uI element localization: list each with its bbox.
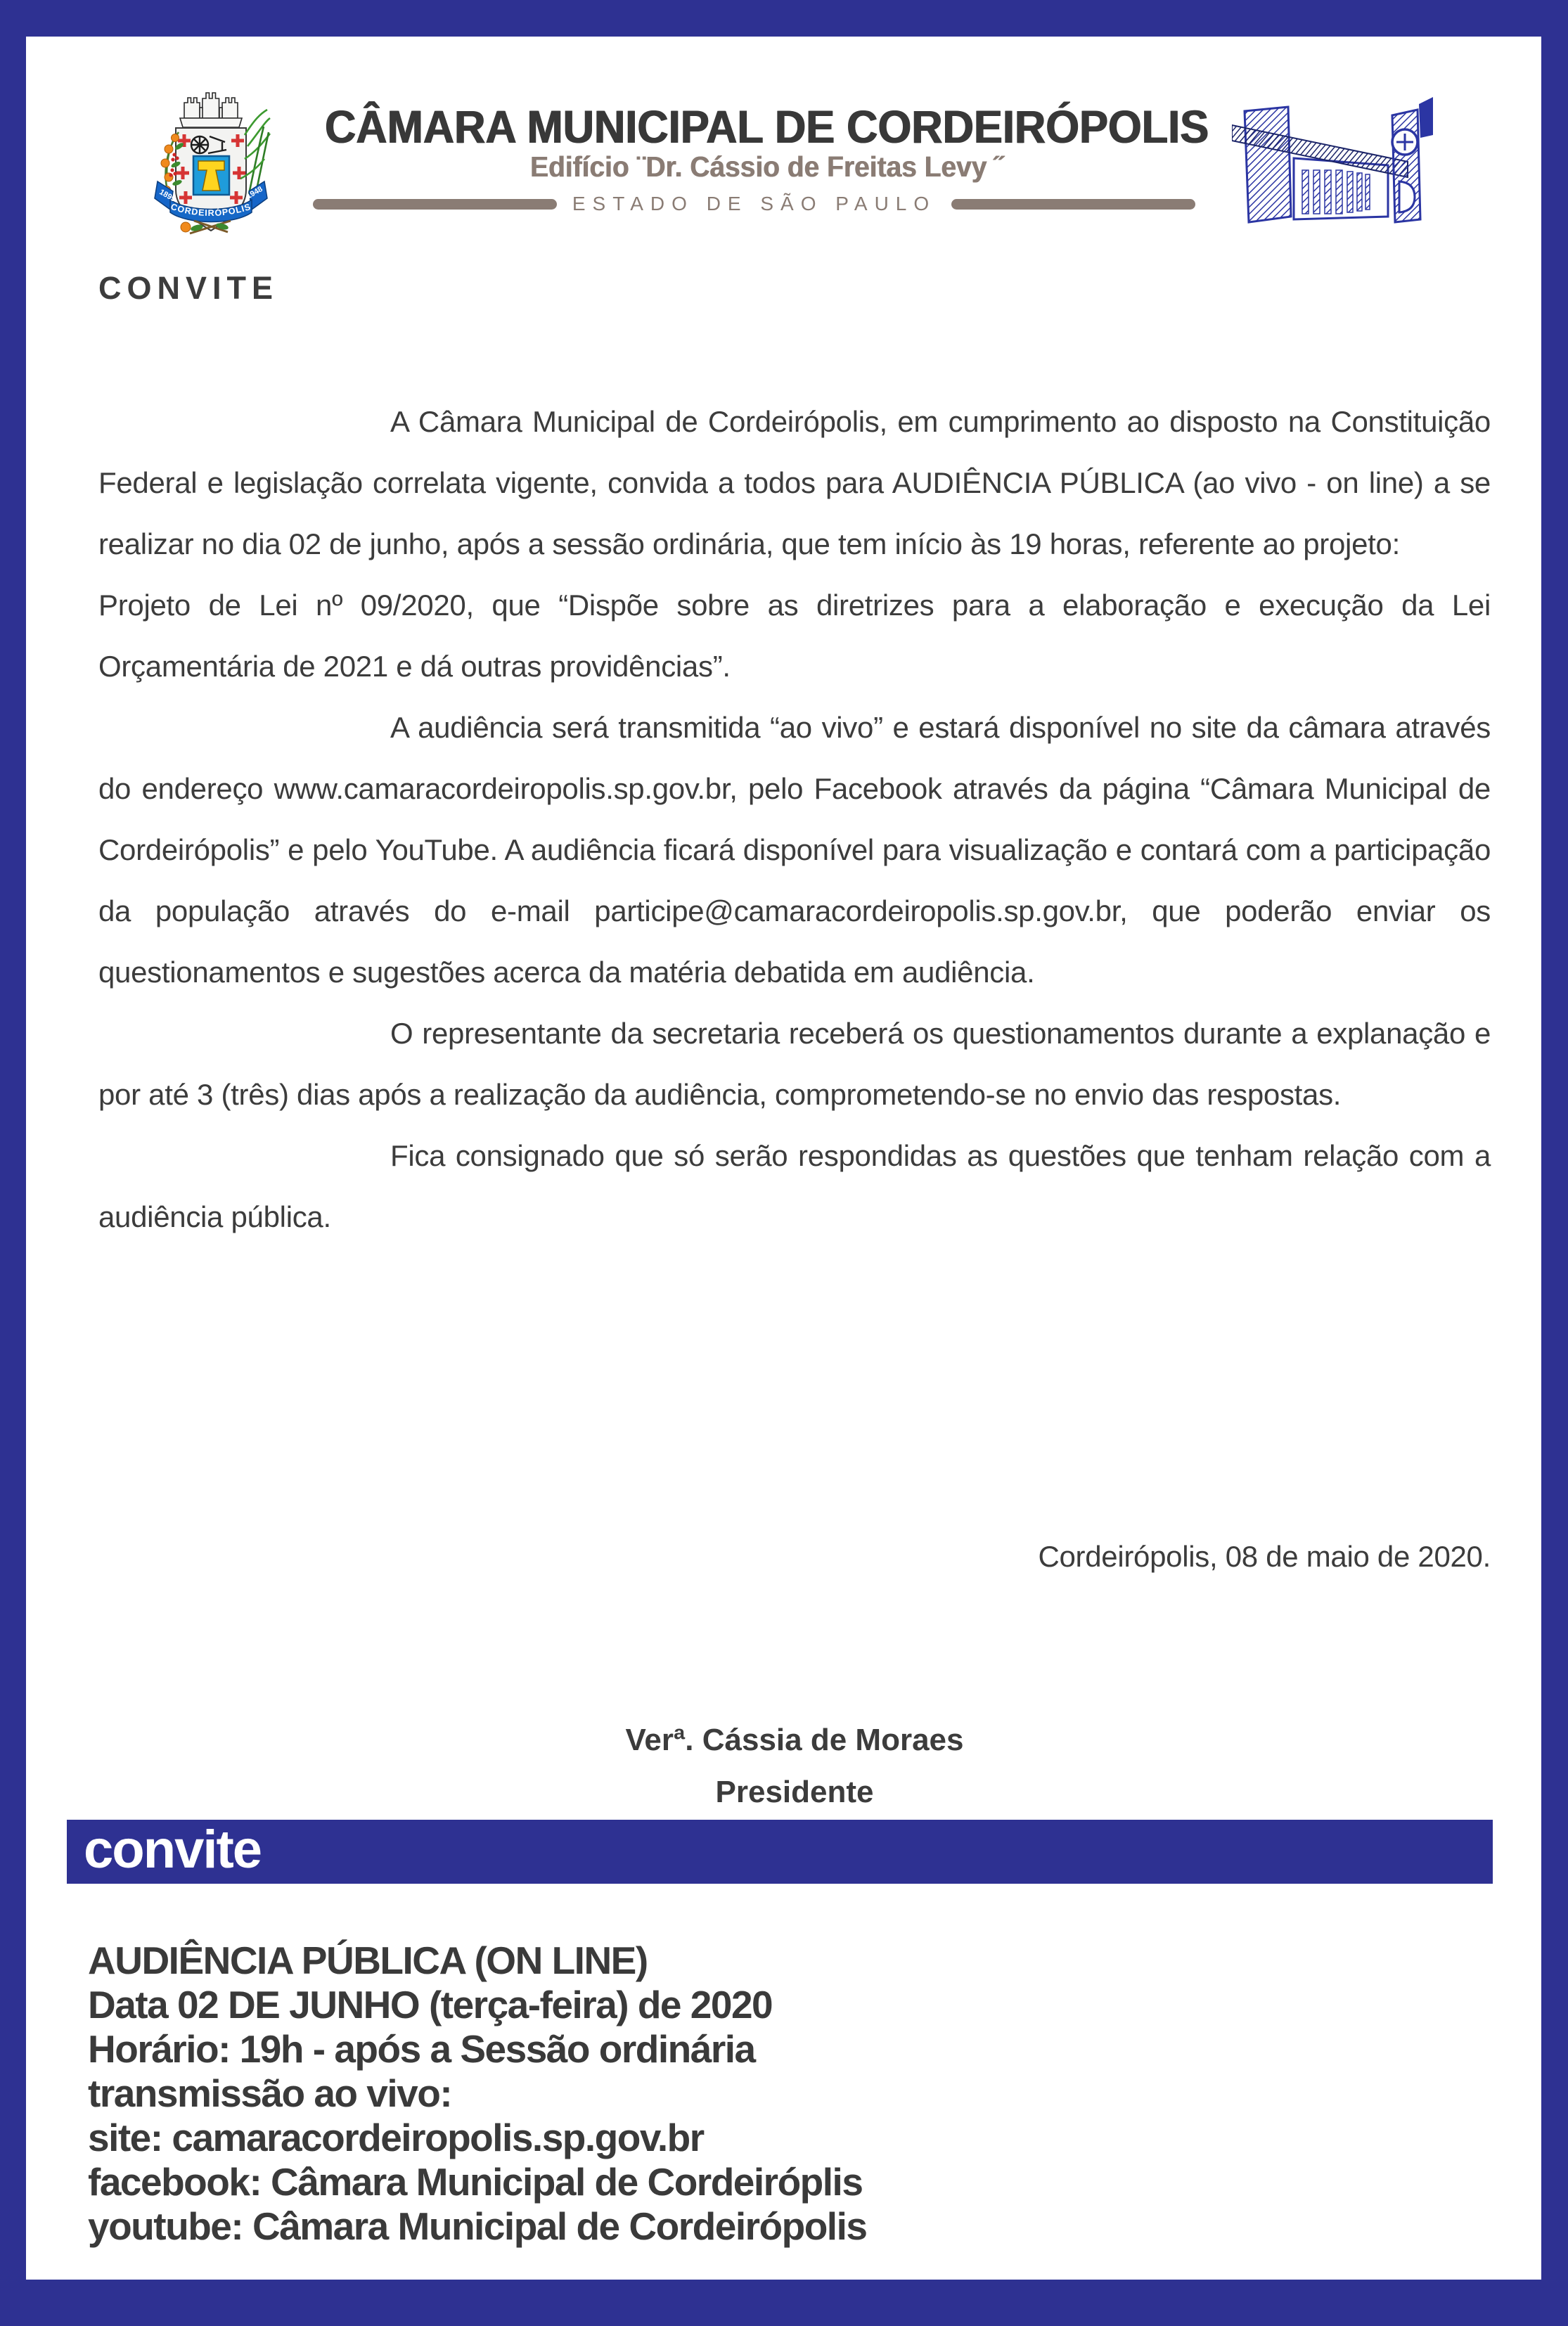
signature-name: Verª. Cássia de Moraes — [625, 1723, 964, 1757]
document-heading: CONVITE — [98, 270, 279, 306]
org-title-text: CÂMARA MUNICIPAL DE CORDEIRÓPOLIS — [324, 101, 1209, 153]
paragraph-3: A audiência será transmitida “ao vivo” e estará disponível no site da câmara através do endereço www.camaracordeiropolis.sp.gov.br, pelo Facebook através da página “Câmara Municipal de Cordeirópolis” e pelo YouTube. A audiência ficará disponível para visualização e contará com a participação da população através do e-mail participe@camaracordeiropolis.sp.gov.br, que poderão enviar os questionamentos e sugestões acerca da matéria debatida em audiência. — [98, 711, 1491, 989]
page-border-bottom — [0, 2280, 1568, 2326]
org-title — [281, 100, 1252, 153]
event-time: Horário: 19h - após a Sessão ordinária — [88, 2027, 755, 2071]
page-border-right — [1541, 0, 1568, 2326]
page-border-top — [0, 0, 1568, 37]
signature-role: Presidente — [715, 1775, 874, 1809]
event-details-block — [88, 1939, 866, 2249]
crest-city-name: CORDEIRÓPOLIS — [169, 201, 252, 219]
crest-year-left: 1899 — [158, 188, 177, 204]
event-title: AUDIÊNCIA PÚBLICA (ON LINE) — [88, 1939, 648, 1982]
org-subtitle-text: Edifício ¨Dr. Cássio de Freitas Levy ˝ — [529, 150, 1003, 183]
building-sketch-icon — [1232, 91, 1434, 232]
event-site: site: camaracordeiropolis.sp.gov.br — [88, 2116, 704, 2159]
page-border-left — [0, 0, 26, 2326]
convite-banner — [67, 1820, 1493, 1884]
shield-center-emblem — [193, 156, 229, 195]
convite-banner-label: convite — [84, 1820, 262, 1880]
mural-crown — [180, 93, 242, 127]
event-date: Data 02 DE JUNHO (terça-feira) de 2020 — [88, 1983, 773, 2026]
crest-year-right: 1948 — [245, 184, 264, 201]
paragraph-4: O representante da secretaria receberá os questionamentos durante a explanação e por até 3 (três) dias após a realização da audiência, comprometendo-se no envio das respostas. — [98, 1017, 1491, 1111]
paragraph-5: Fica consignado que só serão respondidas as questões que tenham relação com a audiência pública. — [98, 1139, 1491, 1233]
city-coat-of-arms-icon — [149, 89, 272, 238]
org-subtitle — [281, 150, 1252, 184]
divider-bar-right — [951, 199, 1195, 210]
divider-bar-left — [313, 199, 557, 210]
event-youtube: youtube: Câmara Municipal de Cordeirópolis — [88, 2204, 867, 2248]
date-line: Cordeirópolis, 08 de maio de 2020. — [1038, 1540, 1491, 1573]
signature-block — [98, 1714, 1491, 1818]
paragraph-1: A Câmara Municipal de Cordeirópolis, em cumprimento ao disposto na Constituição Federal e legislação correlata vigente, convida a todos para AUDIÊNCIA PÚBLICA (ao vivo - on line) a se realizar no dia 02 de junho, após a sessão ordinária, que tem início às 19 horas, referente ao projeto: — [98, 405, 1491, 560]
paragraph-2: Projeto de Lei nº 09/2020, que “Dispõe sobre as diretrizes para a elaboração e execução da Lei Orçamentária de 2021 e dá outras providências”. — [98, 589, 1491, 683]
document-body — [98, 391, 1491, 1247]
state-label: ESTADO DE SÃO PAULO — [572, 193, 937, 214]
event-broadcast: transmissão ao vivo: — [88, 2071, 452, 2115]
state-divider — [313, 193, 1195, 215]
event-facebook: facebook: Câmara Municipal de Cordeiróplis — [88, 2160, 863, 2204]
